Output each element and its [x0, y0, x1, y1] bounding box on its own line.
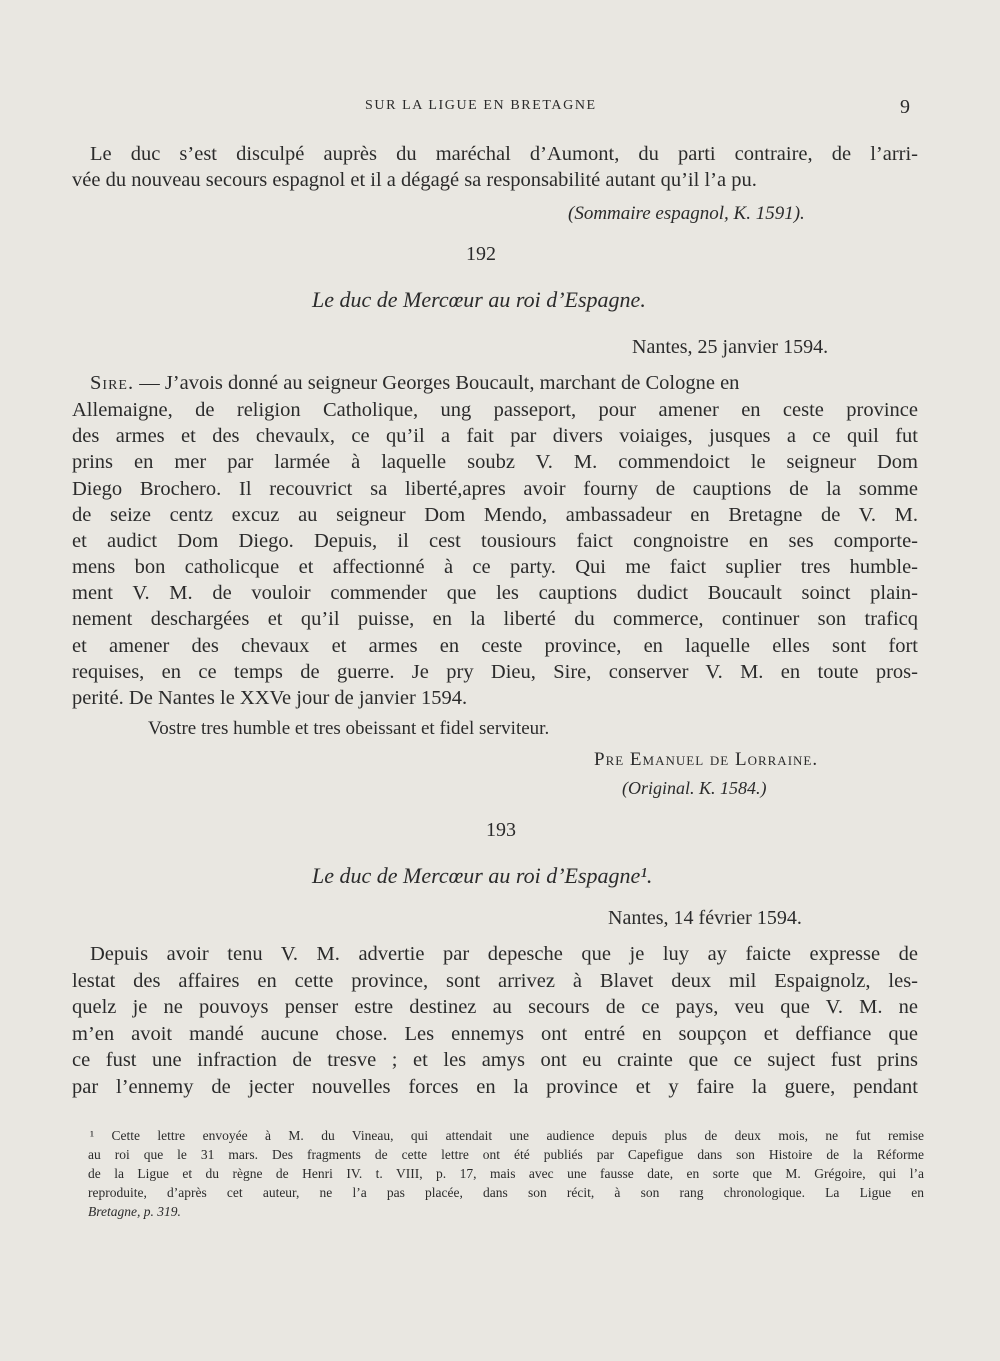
- letter-line: quelz je ne pouvoys penser estre destinez au secours de ce pays, veu que V. M. ne: [72, 996, 918, 1018]
- letter-line: ce fust une infraction de tresve ; et les amys ont eu crainte que ce suject fust prins: [72, 1049, 918, 1071]
- footnote-line: au roi que le 31 mars. Des fragments de cette lettre ont été publiés par Capefigue dans son Histoire de la Réforme: [88, 1147, 924, 1162]
- letter-line: ment V. M. de vouloir commender que les cauptions dudict Boucault soinct plain-: [72, 582, 918, 604]
- letter-line: Allemaigne, de religion Catholique, ung passeport, pour amener en ceste province: [72, 399, 918, 421]
- salutation: Sire.: [90, 372, 135, 394]
- letter-line: nement deschargées et qu’il puisse, en la liberté du commerce, continuer son traficq: [72, 608, 918, 630]
- letter-line: des armes et des chevaulx, ce qu’il a fait par divers voiaiges, jusques a ce quil fut: [72, 425, 918, 447]
- running-header: SUR LA LIGUE EN BRETAGNE: [365, 98, 597, 113]
- letter-title: Le duc de Mercœur au roi d’Espagne.: [312, 287, 646, 312]
- letter-line: mens bon catholicque et affectionné à ce party. Qui me faict suplier tres humble-: [72, 556, 918, 578]
- letter-number: 192: [466, 243, 496, 265]
- letter-line: et audict Dom Diego. Depuis, il cest tousiours faict congnoistre en ses comporte-: [72, 530, 918, 552]
- letter-line: m’en avoit mandé aucune chose. Les ennemys ont entré en soupçon et deffiance que: [72, 1023, 918, 1045]
- letter-title: Le duc de Mercœur au roi d’Espagne¹.: [312, 863, 653, 888]
- letter-line: par l’ennemy de jecter nouvelles forces en la province et y faire la guere, pendant: [72, 1076, 918, 1098]
- intro-line: vée du nouveau secours espagnol et il a dégagé sa responsabilité autant qu’il l’a pu.: [72, 169, 757, 191]
- page-number: 9: [900, 96, 910, 118]
- footnote-line: ¹ Cette lettre envoyée à M. du Vineau, qui attendait une audience depuis plus de deux mois, ne fut remise: [90, 1128, 924, 1143]
- letter-line: requises, en ce temps de guerre. Je pry Dieu, Sire, conserver V. M. en toute pros-: [72, 661, 918, 683]
- letter-line: de seize centz excuz au seigneur Dom Mendo, ambassadeur en Bretagne de V. M.: [72, 504, 918, 526]
- letter-first-line: [90, 370, 918, 396]
- letter-line: Depuis avoir tenu V. M. advertie par depesche que je luy ay faicte expresse de: [90, 943, 918, 965]
- footnote-line: de la Ligue et du règne de Henri IV. t. VIII, p. 17, mais avec une fausse date, en sorte que M. Grégoire, qui l’a: [88, 1166, 924, 1181]
- letter-place-date: Nantes, 25 janvier 1594.: [632, 336, 829, 358]
- closing: Vostre tres humble et tres obeissant et fidel serviteur.: [148, 718, 550, 739]
- letter-line: et amener des chevaux et armes en ceste province, en laquelle elles sont fort: [72, 635, 918, 657]
- letter-line: lestat des affaires en cette province, sont arrivez à Blavet deux mil Espaignolz, les-: [72, 970, 918, 992]
- letter-line: prins en mer par larmée à laquelle soubz V. M. commendoict le seigneur Dom: [72, 451, 918, 473]
- footnote-line: Bretagne, p. 319.: [88, 1204, 181, 1219]
- intro-line: Le duc s’est disculpé auprès du maréchal d’Aumont, du parti contraire, de l’arri-: [90, 143, 918, 165]
- letter-line: Diego Brochero. Il recouvrict sa liberté,apres avoir fourny de cauptions de la somme: [72, 478, 918, 500]
- letter-place-date: Nantes, 14 février 1594.: [608, 907, 802, 929]
- letter-number: 193: [486, 819, 516, 841]
- intro-source: (Sommaire espagnol, K. 1591).: [568, 203, 805, 224]
- footnote-line: reproduite, d’après cet auteur, ne l’a pas placée, dans son récit, à son rang chronologique. La Ligue en: [88, 1185, 924, 1200]
- letter-line: — J’avois donné au seigneur Georges Boucault, marchant de Cologne en: [139, 372, 740, 394]
- letter-source: (Original. K. 1584.): [622, 778, 767, 798]
- signature: Pre Emanuel de Lorraine.: [594, 749, 819, 770]
- letter-line: perité. De Nantes le XXVe jour de janvier 1594.: [72, 687, 468, 709]
